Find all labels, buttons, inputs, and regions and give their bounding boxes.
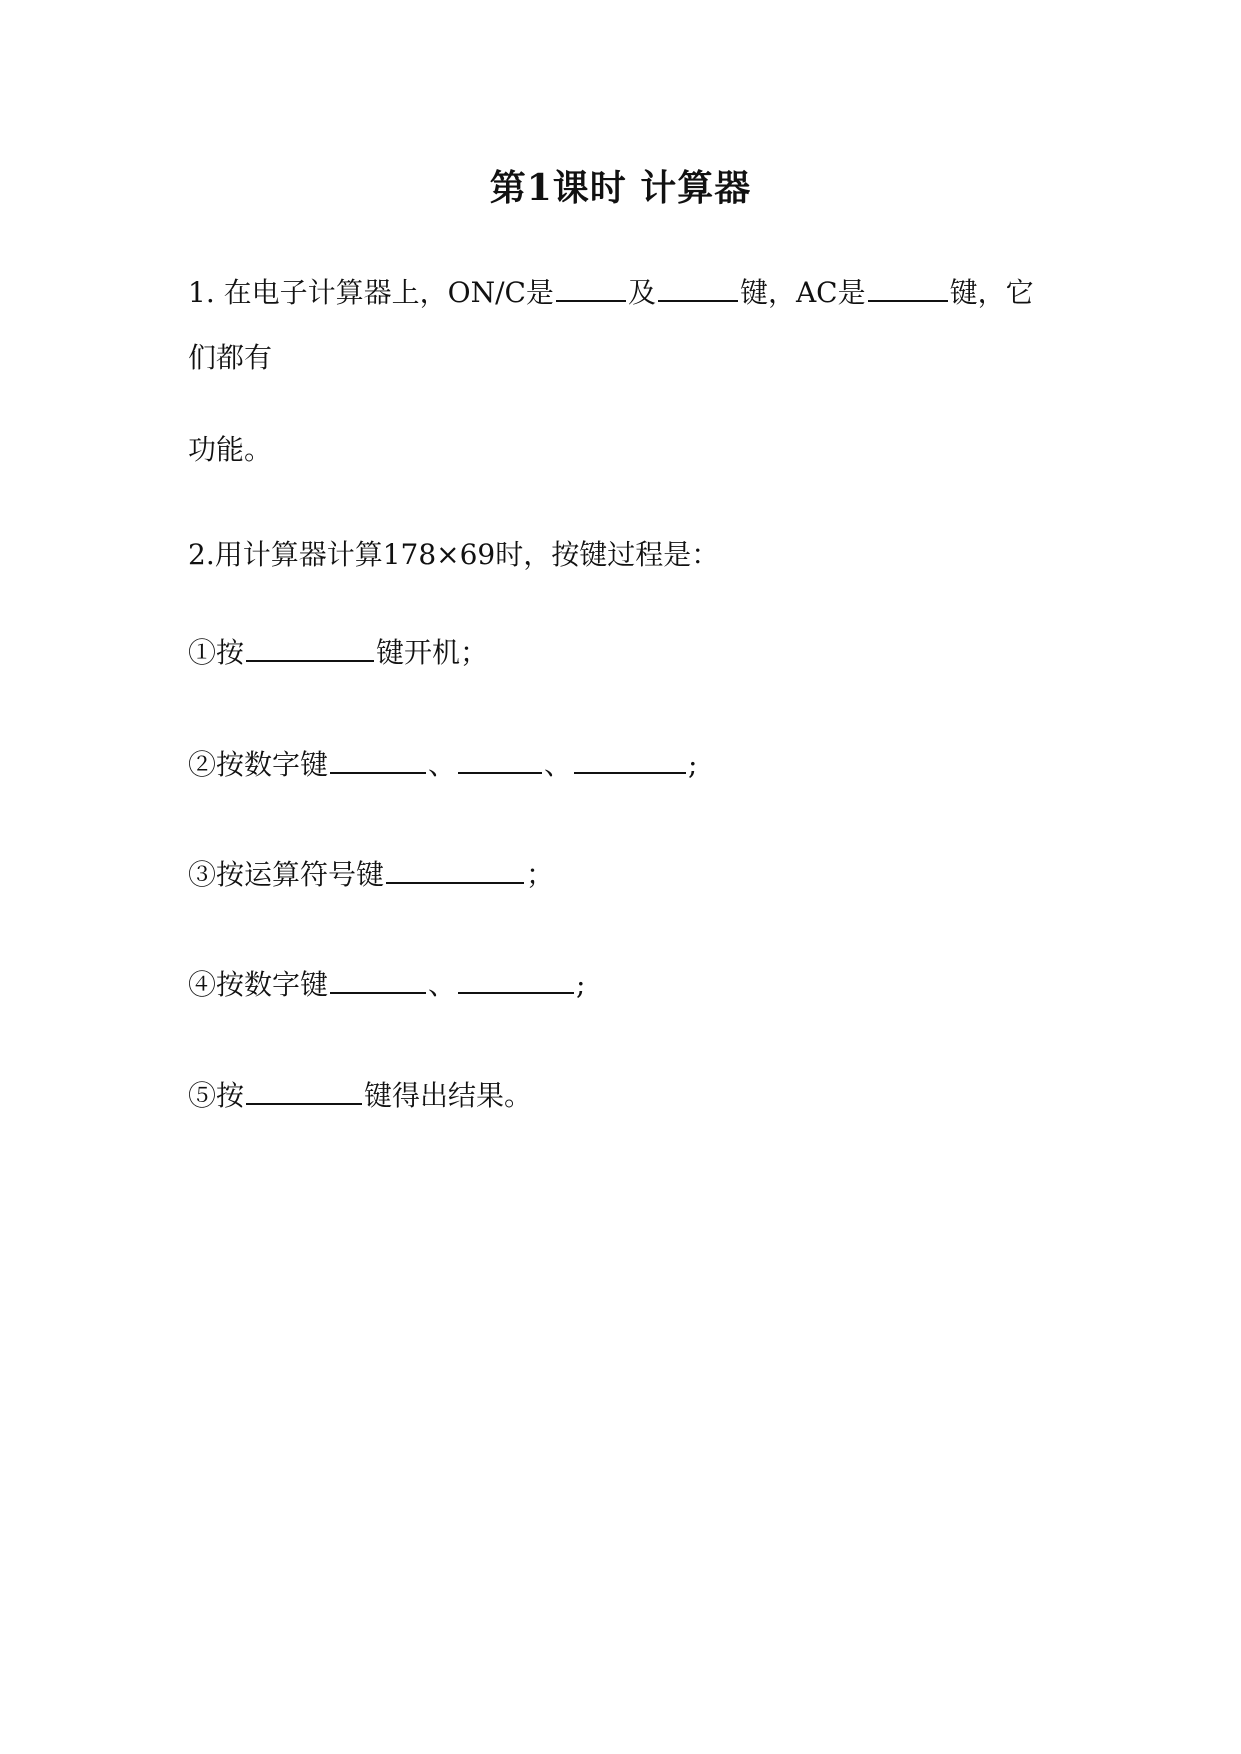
q2-step-4 [188, 962, 585, 1005]
step2-sep-2: 、 [544, 748, 573, 781]
question-2-intro [188, 535, 719, 575]
q1-text-3: 键，AC是 [739, 276, 866, 309]
step5-text-a: ⑤按 [188, 1079, 245, 1112]
step1-blank[interactable] [246, 630, 374, 662]
step2-blank-1[interactable] [330, 742, 426, 774]
q2-step-2 [188, 742, 697, 785]
step4-end: ; [576, 968, 586, 1001]
step2-sep-1: 、 [428, 748, 457, 781]
step5-text-b: 键得出结果。 [364, 1079, 533, 1112]
step3-end: ； [526, 858, 555, 891]
step5-blank[interactable] [246, 1073, 362, 1105]
step1-text-a: ①按 [188, 636, 245, 669]
q1-text-5: 们都有 [188, 341, 273, 374]
q1-blank-1[interactable] [556, 270, 626, 302]
step4-text-a: ④按数字键 [188, 968, 329, 1001]
question-1-line-3 [188, 430, 272, 470]
step2-blank-2[interactable] [458, 742, 542, 774]
q1-blank-3[interactable] [868, 270, 948, 302]
q1-text-2: 及 [627, 276, 656, 309]
q1-text-6: 功能。 [188, 433, 273, 466]
step3-text-a: ③按运算符号键 [188, 858, 385, 891]
question-1-line-1 [188, 270, 1034, 313]
q1-text-4: 键，它 [949, 276, 1034, 309]
step3-blank[interactable] [386, 852, 524, 884]
page-title: 第1课时 计算器 [489, 167, 752, 209]
q2-step-3 [188, 852, 554, 895]
step2-text-a: ②按数字键 [188, 748, 329, 781]
step4-blank-1[interactable] [330, 962, 426, 994]
step2-end: ; [688, 748, 698, 781]
question-1-line-2 [188, 338, 272, 378]
step2-blank-3[interactable] [574, 742, 686, 774]
step1-text-b: 键开机； [376, 636, 489, 669]
step4-sep-1: 、 [428, 968, 457, 1001]
q1-text-1: 1. 在电子计算器上，ON/C是 [188, 276, 554, 309]
q1-blank-2[interactable] [658, 270, 738, 302]
step4-blank-2[interactable] [458, 962, 574, 994]
q2-intro-text: 2.用计算器计算178×69时，按键过程是： [188, 538, 720, 571]
q2-step-5 [188, 1073, 532, 1116]
q2-step-1 [188, 630, 488, 673]
